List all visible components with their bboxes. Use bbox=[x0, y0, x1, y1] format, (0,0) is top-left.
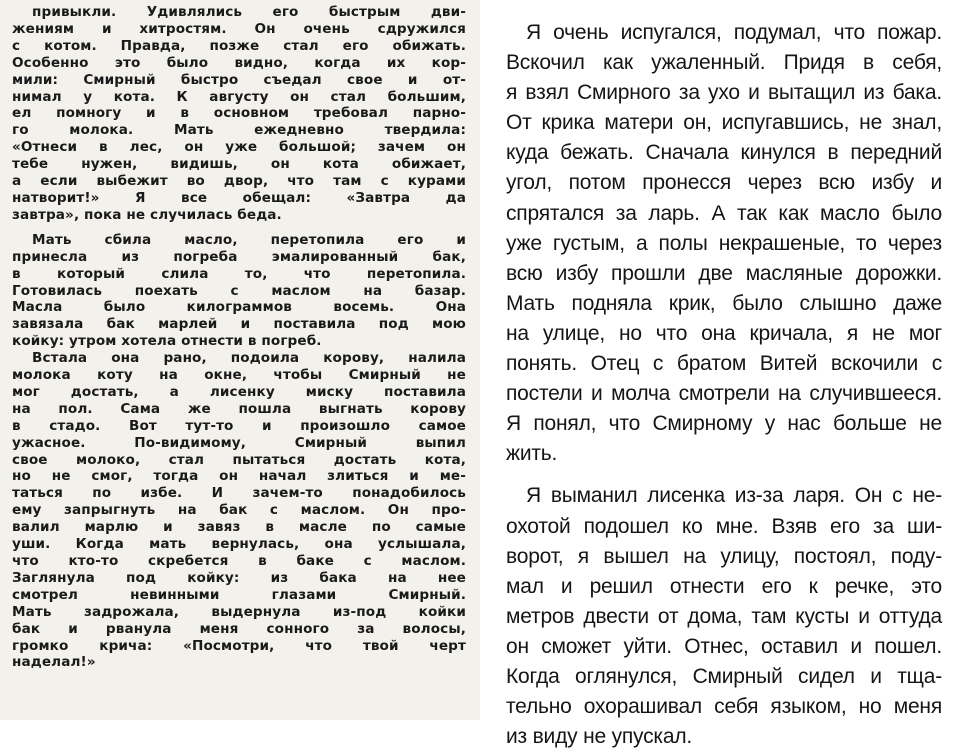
text-line: Когда оглянулся, Смирный сидел и тща- bbox=[506, 664, 942, 688]
text-line: валил марлю и завяз в масле по самые bbox=[12, 519, 466, 536]
text-line: Масла было килограммов восемь. Она bbox=[12, 299, 466, 316]
text-line: на улице, но что она кричала, я не мог bbox=[506, 321, 942, 345]
text-line: а если выбежит во двор, что там с курами bbox=[12, 173, 466, 190]
text-line: завтра», пока не случилась беда. bbox=[12, 206, 282, 223]
text-line: го молока. Мать ежедневно твердила: bbox=[12, 122, 466, 139]
text-line: куда бежать. Сначала кинулся в передний bbox=[506, 141, 942, 165]
left-paragraph-1 bbox=[12, 4, 466, 224]
text-line: жить. bbox=[506, 442, 558, 466]
text-line: я взял Смирного за ухо и вытащил из бака. bbox=[506, 81, 942, 105]
text-line: спрятался за ларь. А так как масло было bbox=[506, 201, 942, 225]
text-line: всю избу прошли две масляные дорожки. bbox=[506, 261, 942, 285]
text-line: принесла из погреба эмалированный бак, bbox=[12, 248, 466, 265]
text-line: в который слила то, что перетопила. bbox=[12, 265, 466, 282]
text-line: тельно охорашивал себя языком, но меня bbox=[506, 695, 942, 719]
text-line: Мать сбила масло, перетопила его и bbox=[32, 231, 466, 248]
text-line: метров двести от дома, там кусты и оттуда bbox=[506, 604, 942, 628]
text-line: ворот, я вышел на улицу, постоял, поду- bbox=[506, 544, 942, 568]
text-line: что кто-то скребется в баке с маслом. bbox=[12, 553, 466, 569]
text-line: мал и решил отнести его к речке, это bbox=[506, 574, 942, 598]
text-line: на пол. Сама же пошла выгнать корову bbox=[12, 400, 466, 417]
text-line: угол, потом пронесся через всю избу и bbox=[506, 171, 942, 195]
text-line: завязала бак марлей и поставила под мою bbox=[12, 316, 466, 333]
text-line: он сможет уйти. Отнес, оставил и пошел. bbox=[506, 634, 942, 658]
text-line: мог достать, а лисенку миску поставила bbox=[12, 383, 466, 400]
text-line: тебе нужен, видишь, он кота обижает, bbox=[12, 156, 466, 173]
left-paragraph-2 bbox=[12, 232, 466, 350]
text-line: Мать подняла крик, было слышно даже bbox=[506, 291, 942, 315]
text-line: Я выманил лисенка из-за ларя. Он с не- bbox=[526, 484, 942, 508]
text-line: мили: Смирный быстро съедал свое и от- bbox=[12, 71, 466, 88]
right-paragraph-1 bbox=[506, 18, 942, 469]
right-page-scan bbox=[480, 0, 960, 749]
left-page-scan bbox=[0, 0, 480, 720]
text-line: Встала она рано, подоила корову, налила bbox=[32, 350, 466, 367]
left-paragraph-3 bbox=[12, 350, 466, 671]
text-line: Мать задрожала, выдернула из-под койки bbox=[12, 603, 466, 620]
text-line: Заглянула под койку: из бака на нее bbox=[12, 569, 466, 586]
text-line: смотрел невинными глазами Смирный. bbox=[12, 586, 466, 603]
text-line: Готовилась поехать с маслом на базар. bbox=[12, 282, 466, 299]
text-line: таться по избе. И зачем-то понадобилось bbox=[12, 485, 466, 502]
text-line: ужасное. По-видимому, Смирный выпил bbox=[12, 434, 466, 451]
text-line: «Отнеси в лес, он уже большой; зачем он bbox=[12, 139, 466, 156]
left-text-column bbox=[12, 4, 466, 671]
text-line: нимал у кота. К августу он стал большим, bbox=[12, 88, 466, 105]
text-line: наделал!» bbox=[12, 654, 96, 671]
text-line: Я понял, что Смирному у нас больше не bbox=[506, 412, 942, 436]
text-line: постели и молча смотрели на случившееся. bbox=[506, 382, 942, 406]
text-line: свое молоко, стал пытаться достать кота, bbox=[12, 451, 466, 468]
text-line: охотой подошел ко мне. Взяв его за ши- bbox=[506, 514, 942, 538]
text-line: с котом. Правда, позже стал его обижать. bbox=[12, 37, 466, 54]
text-line: уши. Когда мать вернулась, она услышала, bbox=[12, 536, 466, 553]
text-line: понять. Отец с братом Витей вскочили с bbox=[506, 352, 942, 376]
text-line: натворит!» Я все обещал: «Завтра да bbox=[12, 189, 466, 206]
text-line: Вскочил как ужаленный. Придя в себя, bbox=[506, 51, 942, 75]
text-line: жениям и хитростям. Он очень сдружился bbox=[12, 20, 466, 37]
text-line: Я очень испугался, подумал, что пожар. bbox=[526, 21, 942, 44]
text-line: из виду не упускал. bbox=[506, 725, 693, 749]
text-line: но не смог, тогда он начал злиться и ме- bbox=[12, 468, 466, 485]
text-line: в стадо. Вот тут-то и произошло самое bbox=[12, 417, 466, 434]
text-line: громко крича: «Посмотри, что твой черт bbox=[12, 637, 466, 654]
text-line: молока коту на окне, чтобы Смирный не bbox=[12, 367, 466, 384]
text-line: ему запрыгнуть на бак с маслом. Он про- bbox=[12, 502, 466, 519]
text-line: койку: утром хотела отнести в погреб. bbox=[12, 333, 322, 350]
right-paragraph-2 bbox=[506, 481, 942, 752]
right-text-column bbox=[506, 18, 942, 752]
text-line: привыкли. Удивлялись его быстрым дви- bbox=[32, 4, 466, 20]
text-line: бак и рванула меня сонного за волосы, bbox=[12, 620, 466, 637]
text-line: уже густым, а полы некрашеные, то через bbox=[506, 231, 942, 255]
text-line: ел помногу и в основном требовал парно- bbox=[12, 105, 466, 122]
text-line: От крика матери он, испугавшись, не знал, bbox=[506, 111, 942, 135]
text-line: Особенно это было видно, когда их кор- bbox=[12, 54, 466, 71]
